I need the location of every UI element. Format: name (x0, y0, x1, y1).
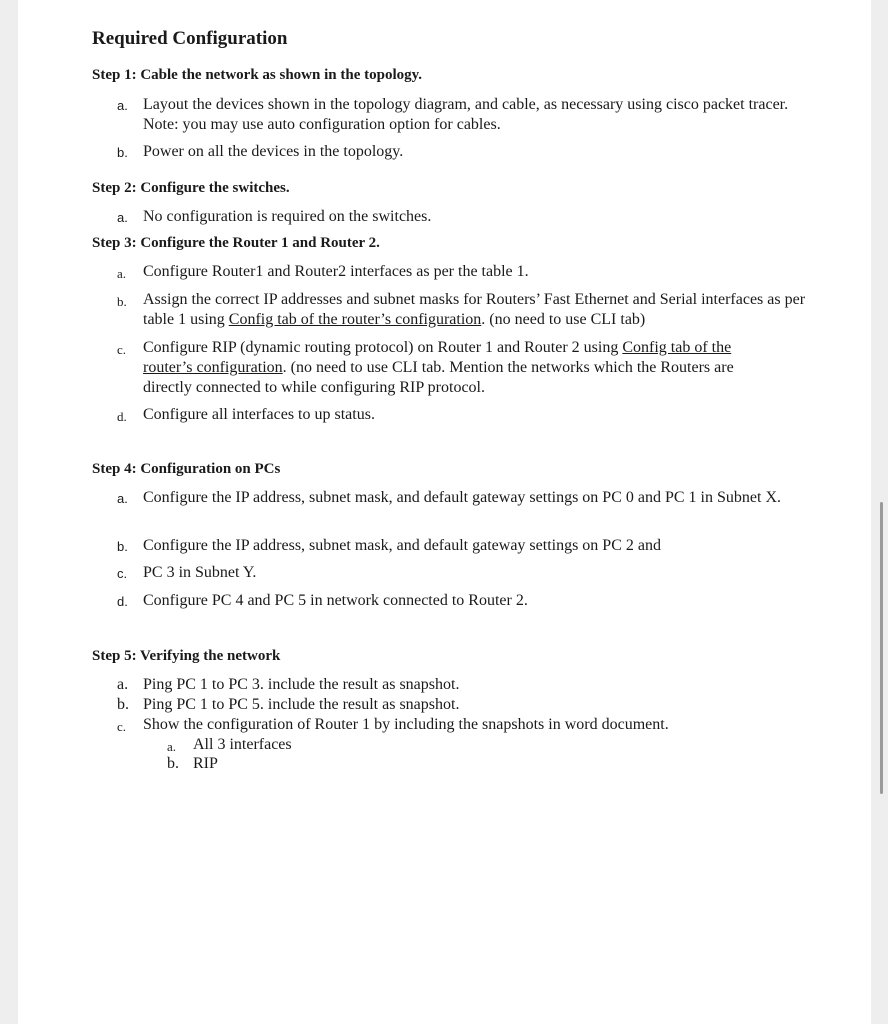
step4-item-b (117, 536, 661, 556)
step4-heading: Step 4: Configuration on PCs (92, 461, 281, 477)
list-marker: a. (117, 98, 128, 113)
list-marker: a. (117, 676, 129, 693)
step5-item-b-text: Ping PC 1 to PC 5. include the result as snapshot. (143, 696, 460, 713)
step1-item-b-text: Power on all the devices in the topology. (143, 143, 404, 160)
step4-item-d-text: Configure PC 4 and PC 5 in network connected to Router 2. (143, 592, 528, 609)
config-tab-link[interactable]: Config tab of the router’s configuration (228, 311, 482, 328)
step1-heading: Step 1: Cable the network as shown in the topology. (92, 67, 423, 83)
step5-heading: Step 5: Verifying the network (92, 648, 281, 664)
list-marker: c. (117, 719, 127, 734)
list-marker: a. (117, 210, 128, 225)
step4-item-b-text: Configure the IP address, subnet mask, and default gateway settings on PC 2 and (143, 537, 661, 554)
step4-item-a (117, 488, 808, 508)
step5-item-a (117, 675, 460, 695)
scrollbar-thumb[interactable] (880, 502, 883, 794)
step2-heading: Step 2: Configure the switches. (92, 180, 290, 196)
list-marker: c. (117, 342, 127, 357)
page-title: Required Configuration (92, 28, 288, 49)
list-marker: b. (117, 294, 127, 309)
step5-subitem-b-text: RIP (193, 755, 218, 772)
step3-item-c (117, 338, 783, 398)
step3-item-b (117, 290, 808, 330)
step5-subitem-a (167, 735, 292, 755)
step5-item-a-text: Ping PC 1 to PC 3. include the result as snapshot. (143, 676, 460, 693)
list-marker: b. (167, 755, 179, 772)
step5-subitem-b (167, 754, 218, 774)
config-tab-link[interactable]: Config tab of the router’s configuration (143, 339, 732, 376)
list-marker: d. (117, 409, 127, 424)
list-marker: b. (117, 539, 128, 554)
step3-heading: Step 3: Configure the Router 1 and Router 2. (92, 235, 380, 251)
list-marker: d. (117, 594, 128, 609)
list-marker: b. (117, 145, 128, 160)
step4-item-c-text: PC 3 in Subnet Y. (143, 564, 257, 581)
step5-item-b (117, 695, 460, 715)
list-marker: b. (117, 696, 129, 713)
step5-item-c-text: Show the configuration of Router 1 by including the snapshots in word document. (143, 716, 669, 733)
step3-item-b-text-after: . (no need to use CLI tab) (481, 311, 646, 328)
step3-item-a (117, 262, 529, 282)
step1-item-b (117, 142, 404, 162)
step5-item-c (117, 715, 669, 735)
list-marker: c. (117, 566, 128, 581)
step1-item-a (117, 95, 793, 135)
step3-item-a-text: Configure Router1 and Router2 interfaces as per the table 1. (143, 263, 529, 280)
step4-item-d (117, 591, 528, 611)
step5-subitem-a-text: All 3 interfaces (193, 736, 292, 753)
step2-item-a-text: No configuration is required on the switches. (143, 208, 432, 225)
step3-item-d (117, 405, 375, 425)
list-marker: a. (117, 266, 127, 281)
step4-item-a-text: Configure the IP address, subnet mask, and default gateway settings on PC 0 and PC 1 in Subnet X. (143, 489, 781, 506)
step4-item-c (117, 563, 257, 583)
list-marker: a. (117, 491, 128, 506)
step3-item-c-text-after: . (no need to use CLI tab. Mention the networks which the Routers are directly connected to while configuring RIP protocol. (143, 359, 734, 396)
step3-item-b-text: Assign the correct IP addresses and subnet masks for Routers’ Fast Ethernet and Serial interfaces as per table 1 using (143, 291, 806, 328)
list-marker: a. (167, 739, 177, 754)
step3-item-d-text: Configure all interfaces to up status. (143, 406, 375, 423)
step3-item-c-text: Configure RIP (dynamic routing protocol) on Router 1 and Router 2 using (143, 339, 623, 356)
step2-item-a (117, 207, 432, 227)
step1-item-a-text: Layout the devices shown in the topology diagram, and cable, as necessary using cisco packet tracer. Note: you may use auto configuration option for cables. (143, 96, 789, 133)
